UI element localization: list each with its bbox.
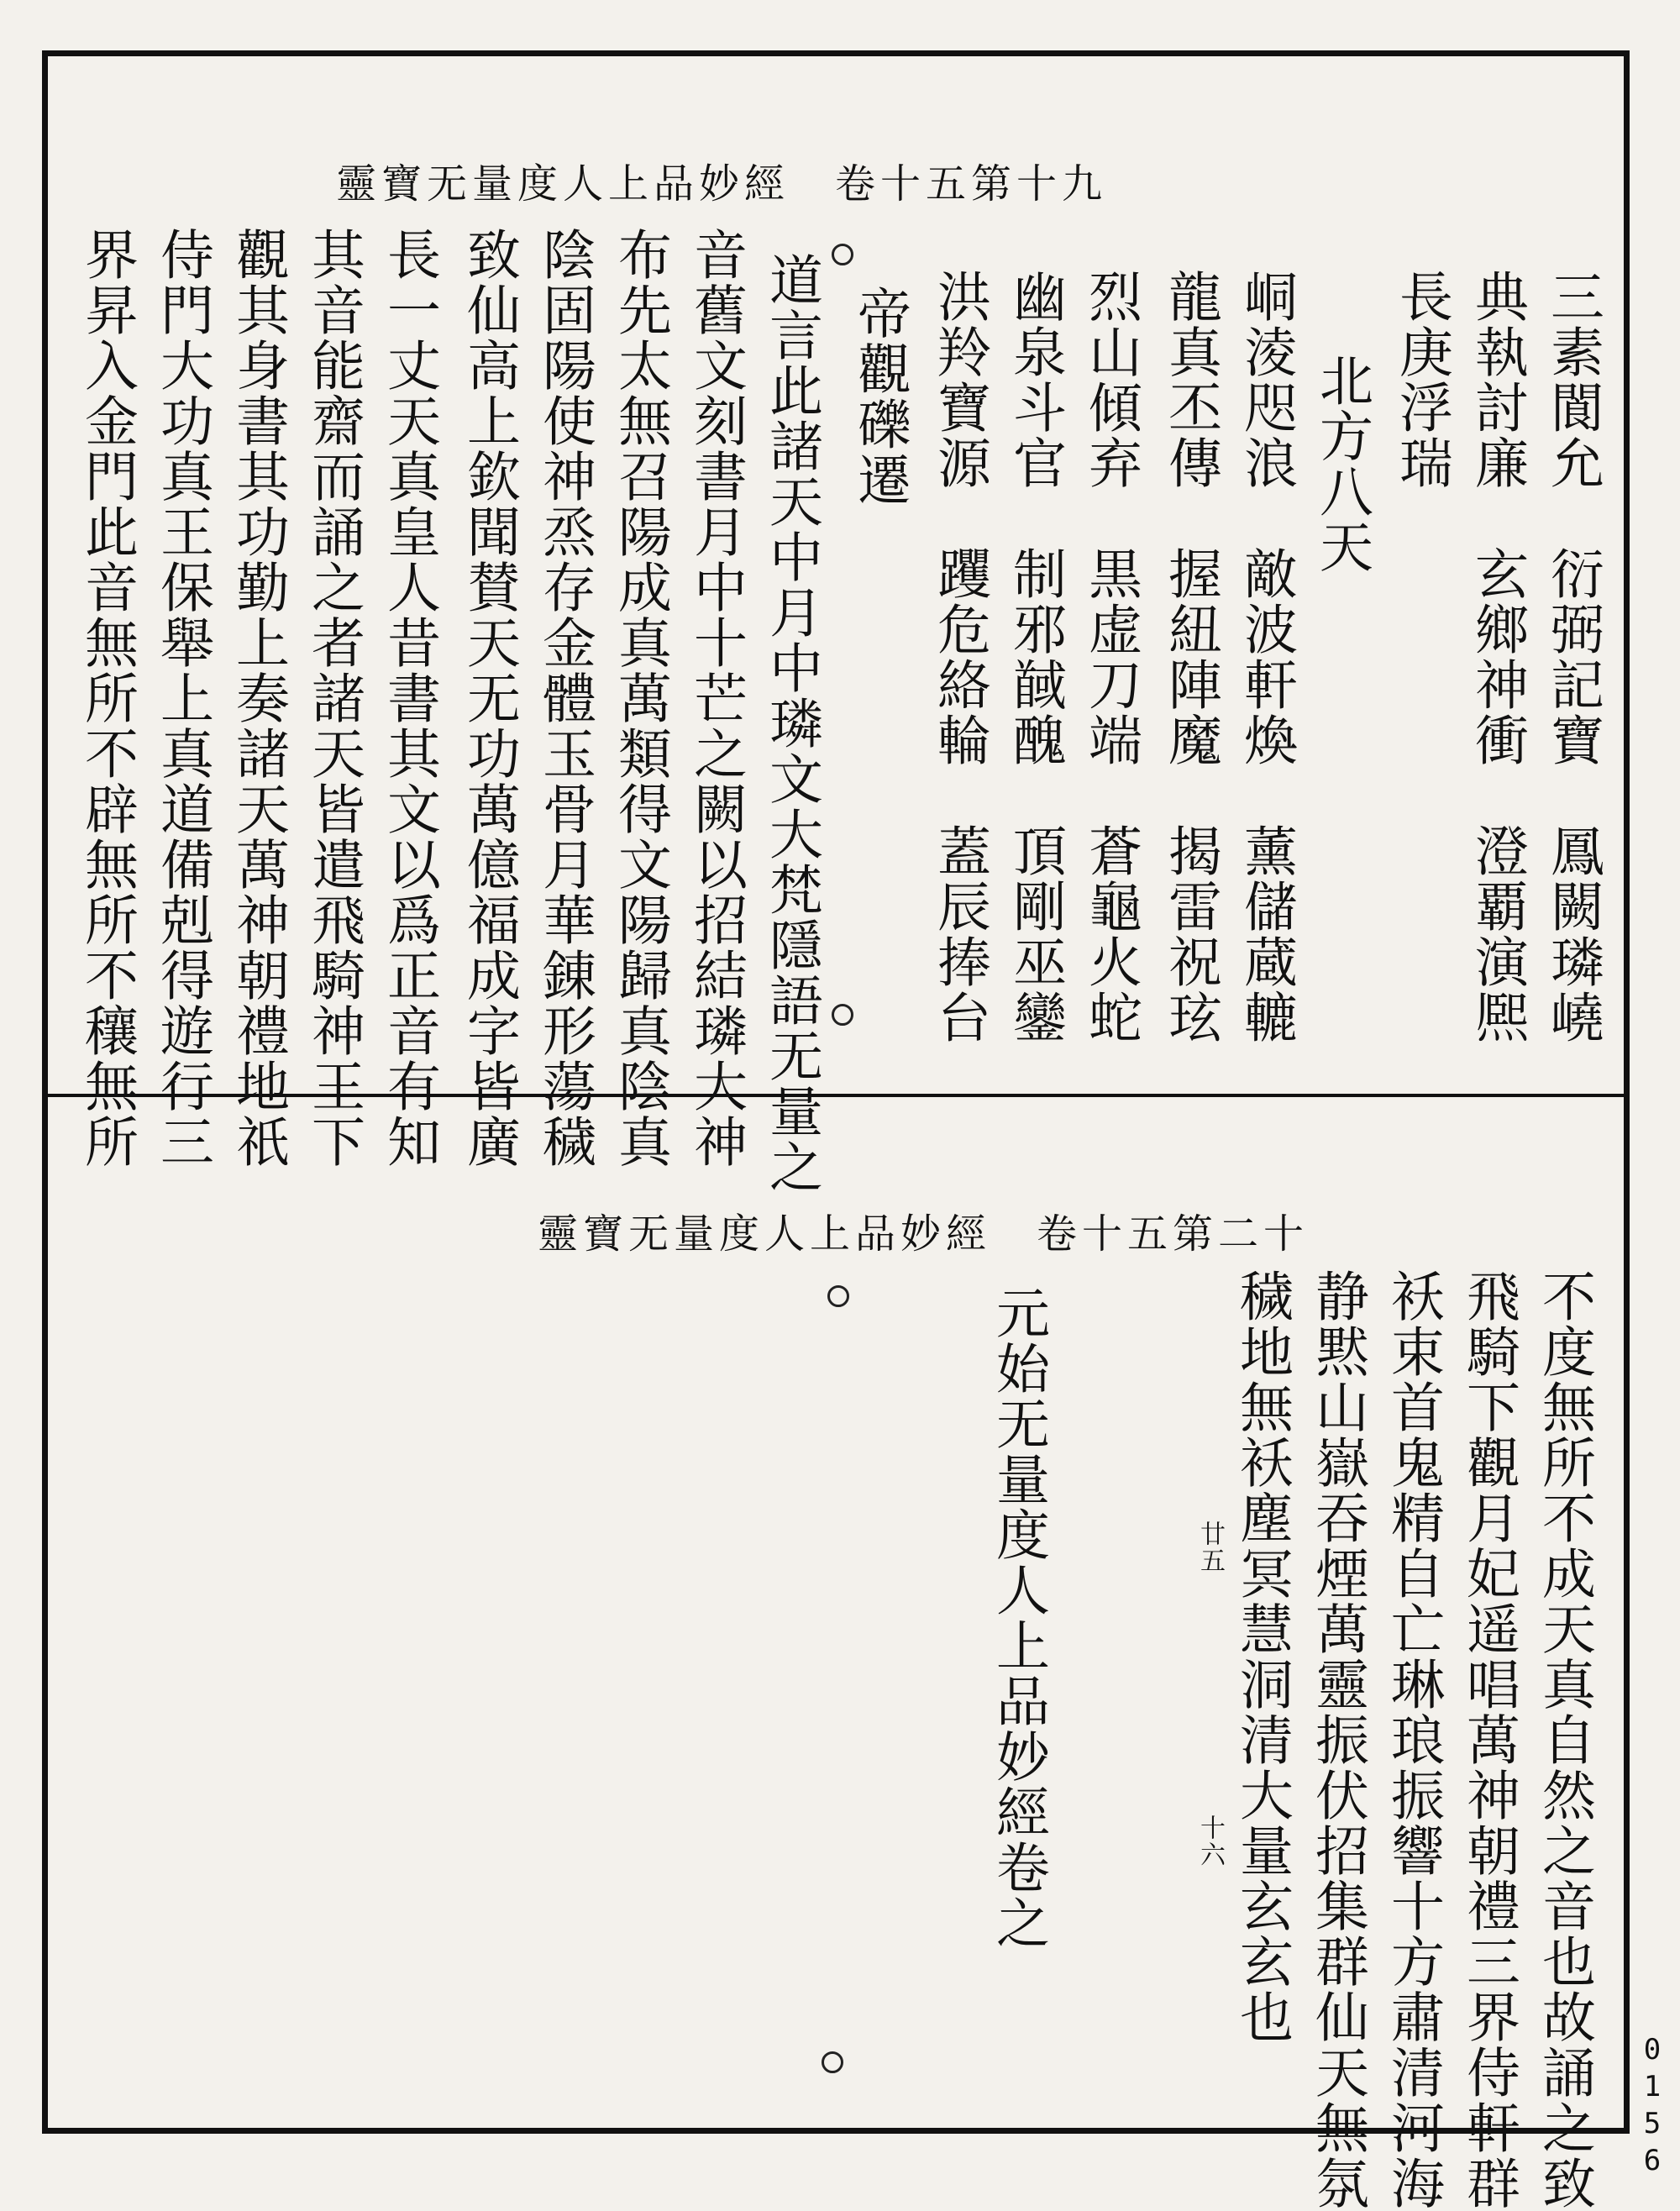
top-column-16: 長一丈天真皇人昔書其文以爲正音有知: [378, 227, 440, 1169]
top-circle-mark-lower: [832, 1004, 853, 1026]
bottom-circle-mark-lower: [822, 2051, 843, 2073]
top-column-5: 峒淩咫浪 敵波軒煥 薰儲蔵轆: [1235, 269, 1297, 1045]
top-column-18: 觀其身書其功勤上奏諸天萬神朝禮地祇: [227, 227, 289, 1169]
bottom-column-2: 飛騎下觀月妃遥唱萬神朝禮三界侍軒群: [1457, 1268, 1520, 2211]
bottom-column-5: 穢地無袄塵冥慧洞清大量玄玄也: [1231, 1268, 1293, 2045]
top-column-11: 道言此諸天中月中璘文大梵隱語无量之: [760, 252, 822, 1195]
top-column-9: 洪羚寶源 躩危絡輪 蓋辰捧台: [928, 269, 990, 1045]
bottom-circle-mark-upper: [827, 1285, 849, 1307]
bottom-volume-note: 廿五: [1195, 1520, 1225, 1574]
bottom-header: 靈寶无量度人上品妙經 卷十五第二十: [538, 1211, 1310, 1258]
bottom-column-1: 不度無所不成天真自然之音也故誦之致: [1533, 1268, 1595, 2211]
top-column-10: 帝觀礫遷: [848, 286, 911, 507]
top-column-7: 烈山傾弃 黒虚刀端 蒼龜火蛇: [1079, 269, 1142, 1045]
page-number: 0156: [1635, 2033, 1669, 2181]
bottom-column-4: 静黙山嶽吞煙萬靈振伏招集群仙天無氛: [1306, 1268, 1368, 2211]
top-column-14: 陰固陽使神烝存金體玉骨月華錬形蕩穢: [533, 227, 596, 1169]
top-column-4: 北方八天: [1310, 353, 1373, 575]
top-column-6: 龍真丕傳 握紐陣魔 揭雷祝玹: [1159, 269, 1221, 1045]
top-header: 靈寶无量度人上品妙經 卷十五第十九: [336, 160, 1108, 207]
bottom-page-note: 十六: [1195, 1814, 1225, 1868]
bottom-column-6: 元始无量度人上品妙經卷之: [987, 1285, 1049, 1951]
top-circle-mark-upper: [832, 244, 853, 265]
top-column-20: 界昇入金門此音無所不辟無所不穰無所: [76, 227, 138, 1169]
top-column-2: 典執討廉 玄鄉神衝 澄覇演熈: [1466, 269, 1528, 1045]
top-column-3: 長庚浮瑞: [1390, 269, 1452, 491]
top-column-1: 三素閬允 衍弼記寶 鳳闕璘嶢: [1541, 269, 1604, 1045]
top-column-17: 其音能齋而誦之者諸天皆遣飛騎神王下: [302, 227, 365, 1169]
top-column-12: 音舊文刻書月中十芒之闕以招結璘大神: [685, 227, 747, 1169]
top-column-19: 侍門大功真王保舉上真道備剋得遊行三: [151, 227, 213, 1169]
bottom-column-3: 袄束首鬼精自亡琳琅振響十方肅清河海: [1382, 1268, 1444, 2211]
top-column-8: 幽泉斗官 制邪馘醜 頂剛巫鑾: [1004, 269, 1066, 1045]
top-column-15: 致仙高上欽聞賛天无功萬億福成字皆廣: [458, 227, 520, 1169]
top-column-13: 布先太無召陽成真萬類得文陽歸真陰真: [609, 227, 671, 1169]
